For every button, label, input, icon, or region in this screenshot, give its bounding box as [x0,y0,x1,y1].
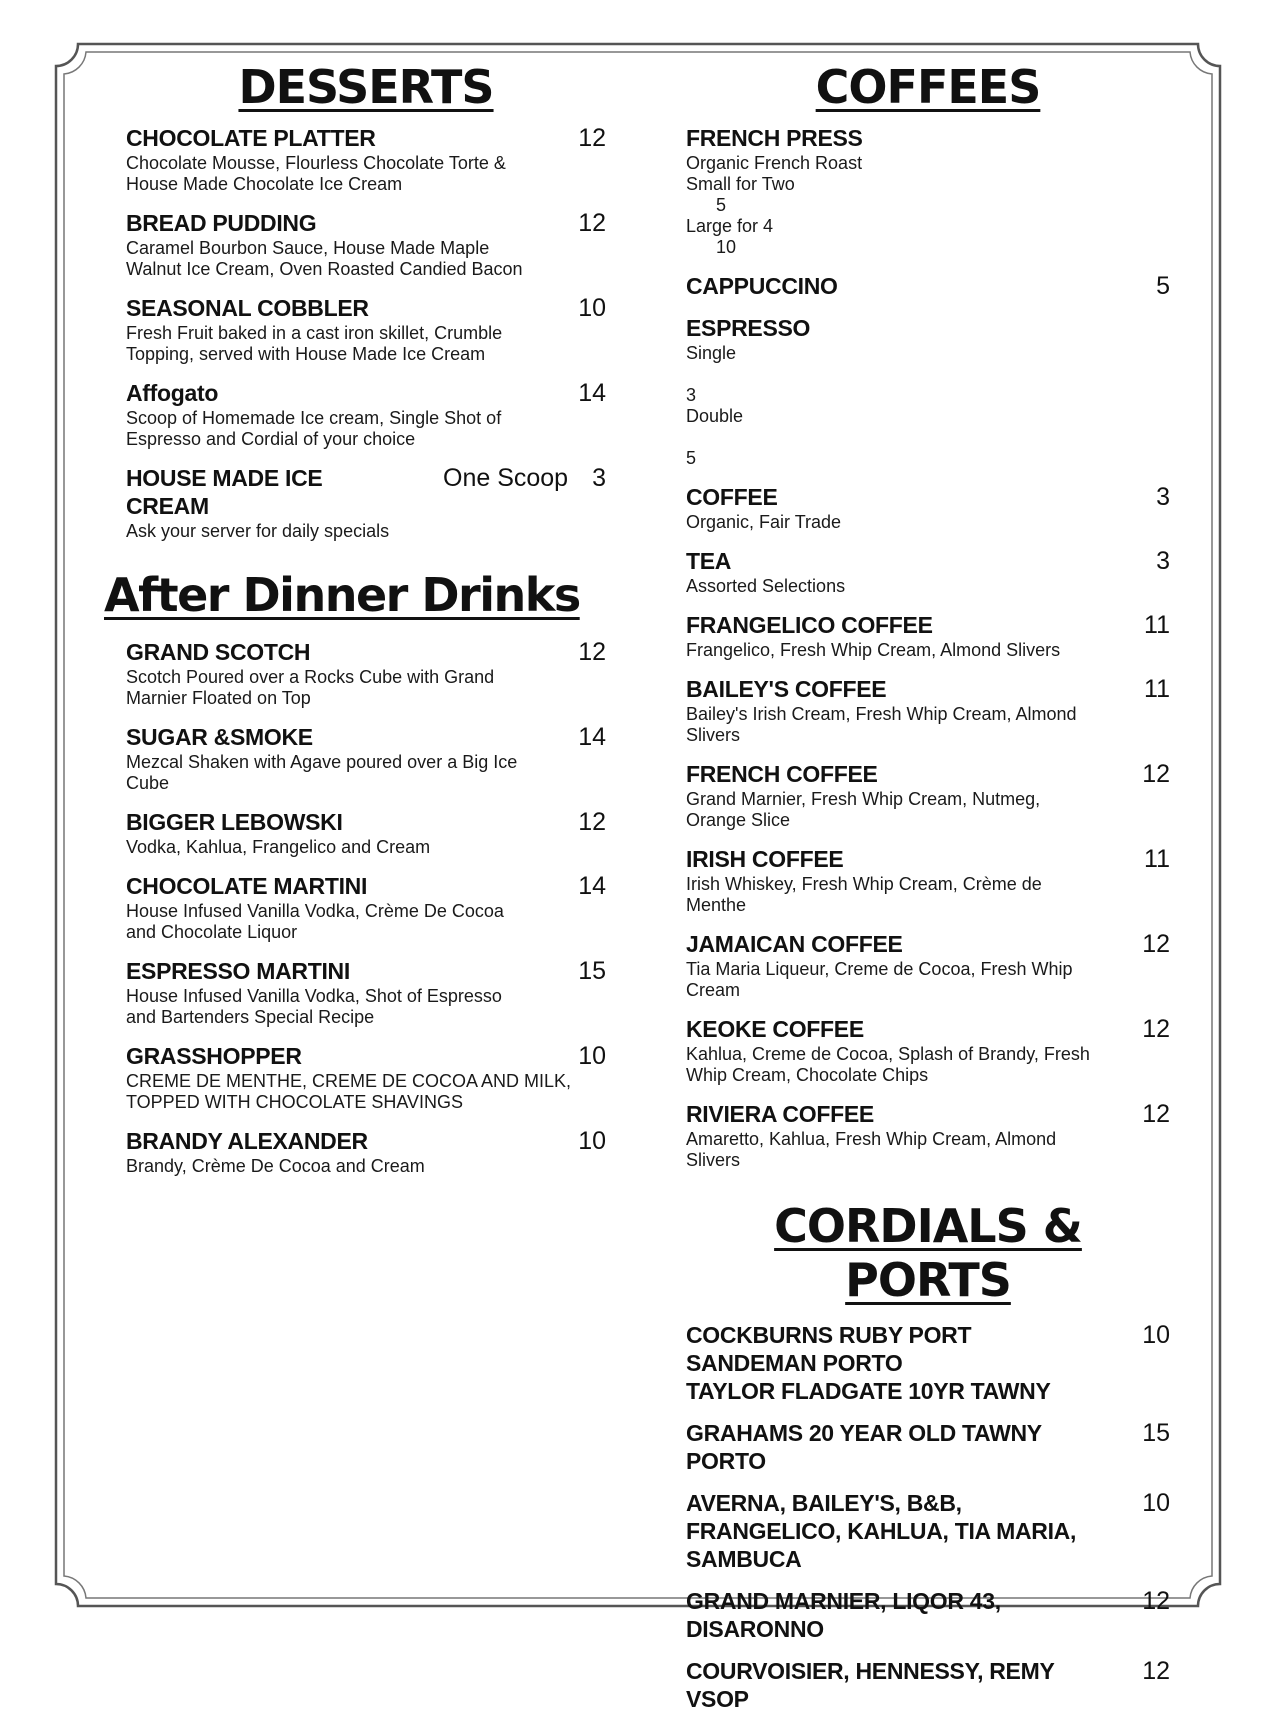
menu-item [686,1657,1170,1713]
item-description: House Infused Vanilla Vodka, Crème De Cocoa and Chocolate Liquor [126,901,504,942]
item-price: 15 [578,957,606,985]
item-price: 5 [1156,272,1170,300]
item-name: IRISH COFFEE [686,846,844,872]
menu-item [126,723,606,794]
item-description: Kahlua, Creme de Cocoa, Splash of Brandy, Fresh Whip Cream, Chocolate Chips [686,1044,1090,1085]
item-description: CREME DE MENTHE, CREME DE COCOA AND MILK, TOPPED WITH CHOCOLATE SHAVINGS [126,1071,572,1112]
item-name: COCKBURNS RUBY PORT SANDEMAN PORTO TAYLOR FLADGATE 10YR TAWNY [686,1322,1051,1404]
item-name: GRAND MARNIER, LIQOR 43, DISARONNO [686,1588,1001,1642]
menu-item [126,209,606,280]
menu-item [126,1042,606,1113]
item-name: KEOKE COFFEE [686,1016,864,1042]
item-price: 14 [578,872,606,900]
item-name: GRAND SCOTCH [126,639,311,665]
item-description: Brandy, Crème De Cocoa and Cream [126,1156,425,1176]
item-price: 14 [578,379,606,407]
item-price [443,464,606,493]
coffees-list [686,124,1170,1171]
item-description: Vodka, Kahlua, Frangelico and Cream [126,837,431,857]
item-price: 10 [578,294,606,322]
item-name: BAILEY'S COFFEE [686,676,887,702]
menu-item [686,611,1170,661]
item-description: Caramel Bourbon Sauce, House Made Maple Walnut Ice Cream, Oven Roasted Candied Bacon [126,238,523,279]
cordials-list [686,1321,1170,1713]
menu-item [686,1015,1170,1086]
item-price: 12 [1142,760,1170,788]
item-description: Assorted Selections [686,576,846,596]
item-price: 14 [578,723,606,751]
item-description: Scoop of Homemade Ice cream, Single Shot of Espresso and Cordial of your choice [126,408,502,449]
coffees-title: COFFEES [815,60,1041,114]
item-description: Amaretto, Kahlua, Fresh Whip Cream, Almond Slivers [686,1129,1057,1170]
item-name: TEA [686,548,732,574]
item-name: SEASONAL COBBLER [126,295,369,321]
item-price: 12 [1142,1657,1170,1685]
item-price: 11 [1144,675,1170,703]
item-name: HOUSE MADE ICE CREAM [126,465,323,519]
menu-item [126,808,606,858]
item-price: 11 [1144,611,1170,639]
menu-item [126,1127,606,1177]
item-name: RIVIERA COFFEE [686,1101,874,1127]
menu-item-espresso [686,314,1170,469]
item-description: Fresh Fruit baked in a cast iron skillet, Crumble Topping, served with House Made Ice Cream [126,323,503,364]
menu-item [686,675,1170,746]
item-price: 12 [1142,1015,1170,1043]
desserts-list [126,124,606,542]
item-price: 3 [1156,483,1170,511]
item-description: House Infused Vanilla Vodka, Shot of Espresso and Bartenders Special Recipe [126,986,502,1027]
scoop-price: 3 [592,464,606,492]
menu-item-ice-cream [126,464,606,542]
menu-item [126,379,606,450]
item-description: Bailey's Irish Cream, Fresh Whip Cream, Almond Slivers [686,704,1077,745]
menu-item [126,124,606,195]
menu-item-french-press [686,124,1170,258]
menu-item [686,272,1170,300]
item-description: Organic French Roast Small for Two 5 Large for 4 10 [686,153,863,257]
after-dinner-list [126,638,606,1177]
item-name: ESPRESSO MARTINI [126,958,350,984]
menu-item [126,957,606,1028]
menu-item [686,1489,1170,1573]
item-name: ESPRESSO [686,315,811,341]
desserts-title: DESSERTS [238,60,494,114]
item-name: COURVOISIER, HENNESSY, REMY VSOP [686,1658,1055,1712]
left-column [104,60,606,1191]
item-price: 3 [1156,547,1170,575]
item-name: COFFEE [686,484,778,510]
item-price: 12 [1142,1100,1170,1128]
menu-item [686,1321,1170,1405]
item-price: 12 [1142,1587,1170,1615]
menu-item [686,1100,1170,1171]
item-price: 15 [1142,1419,1170,1447]
item-price: 12 [578,209,606,237]
item-name: GRAHAMS 20 YEAR OLD TAWNY PORTO [686,1420,1042,1474]
item-description: Ask your server for daily specials [126,521,390,541]
menu-item [686,1587,1170,1643]
item-description: Single 3 Double 5 [686,343,744,468]
item-name: CHOCOLATE PLATTER [126,125,376,151]
menu-item [686,483,1170,533]
item-name: BRANDY ALEXANDER [126,1128,368,1154]
cordials-ports-title: CORDIALS & PORTS [774,1199,1082,1307]
item-description: Mezcal Shaken with Agave poured over a Big Ice Cube [126,752,518,793]
item-price: 10 [578,1042,606,1070]
item-price: 10 [578,1127,606,1155]
item-description: Grand Marnier, Fresh Whip Cream, Nutmeg, Orange Slice [686,789,1041,830]
menu-item [686,930,1170,1001]
menu-item [686,1419,1170,1475]
item-name: Affogato [126,380,219,406]
item-price: 12 [578,808,606,836]
item-price: 12 [578,124,606,152]
item-name: SUGAR &SMOKE [126,724,313,750]
item-name: FRANGELICO COFFEE [686,612,933,638]
item-description: Chocolate Mousse, Flourless Chocolate Torte & House Made Chocolate Ice Cream [126,153,506,194]
item-description: Organic, Fair Trade [686,512,842,532]
menu-item [126,872,606,943]
right-column [686,60,1170,1727]
item-price: 11 [1144,845,1170,873]
menu-item [686,845,1170,916]
menu-item [126,638,606,709]
item-name: CHOCOLATE MARTINI [126,873,368,899]
item-name: FRENCH COFFEE [686,761,878,787]
item-price: 10 [1142,1321,1170,1349]
item-price: 12 [578,638,606,666]
item-description: Frangelico, Fresh Whip Cream, Almond Slivers [686,640,1061,660]
menu-item [686,760,1170,831]
item-description: Irish Whiskey, Fresh Whip Cream, Crème de Menthe [686,874,1042,915]
item-price: 12 [1142,930,1170,958]
item-name: BIGGER LEBOWSKI [126,809,343,835]
item-name: FRENCH PRESS [686,125,863,151]
item-name: BREAD PUDDING [126,210,317,236]
item-description: Scotch Poured over a Rocks Cube with Grand Marnier Floated on Top [126,667,495,708]
item-price: 10 [1142,1489,1170,1517]
menu-item [686,547,1170,597]
after-dinner-drinks-title: After Dinner Drinks [104,568,580,622]
item-description: Tia Maria Liqueur, Creme de Cocoa, Fresh Whip Cream [686,959,1073,1000]
item-name: JAMAICAN COFFEE [686,931,903,957]
scoop-label: One Scoop [443,464,569,492]
item-name: CAPPUCCINO [686,273,838,299]
item-name: AVERNA, BAILEY'S, B&B, FRANGELICO, KAHLUA, TIA MARIA, SAMBUCA [686,1490,1077,1572]
item-name: GRASSHOPPER [126,1043,302,1069]
menu-item [126,294,606,365]
